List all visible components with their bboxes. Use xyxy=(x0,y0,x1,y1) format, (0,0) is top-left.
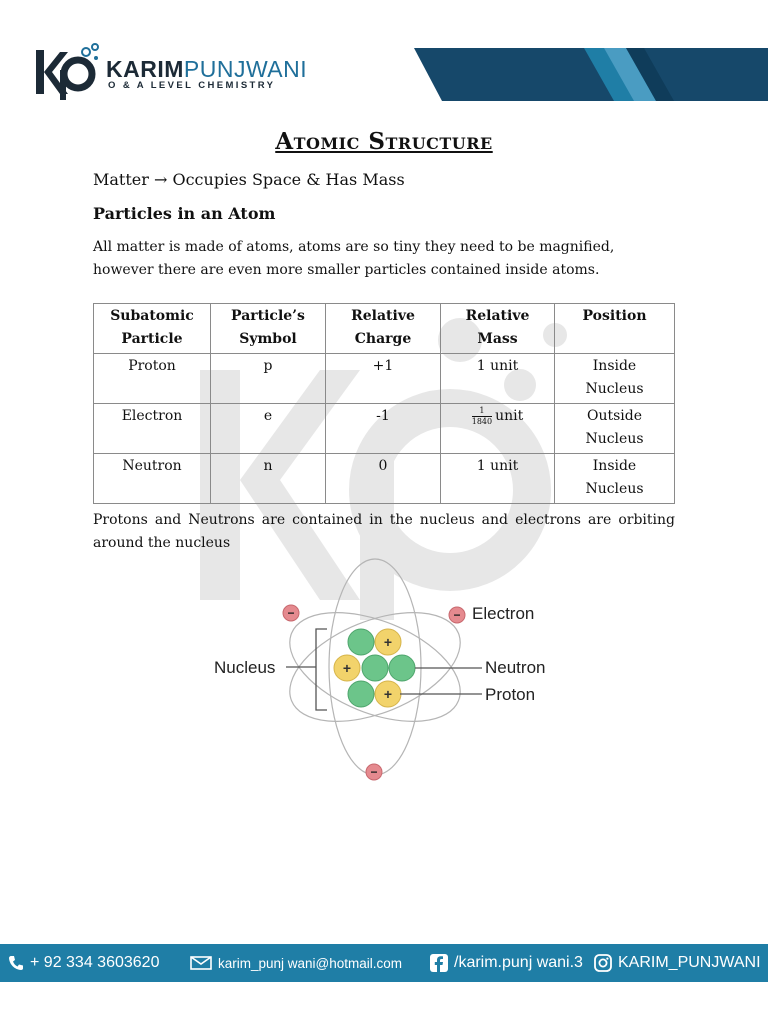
label-nucleus: Nucleus xyxy=(214,658,276,677)
header-line: Subatomic xyxy=(110,308,194,324)
header-position xyxy=(555,304,675,354)
header-subatomic-particle xyxy=(94,304,211,354)
electron-sign: − xyxy=(370,765,378,779)
cell-particle: Electron xyxy=(94,404,211,454)
footer-email[interactable] xyxy=(190,944,402,982)
cell-position xyxy=(555,404,675,454)
neutron-particle xyxy=(389,655,415,681)
page-title: Atomic Structure xyxy=(275,128,493,155)
header-relative-charge xyxy=(326,304,441,354)
particles-table xyxy=(93,303,675,504)
matter-definition: Matter → Occupies Space & Has Mass xyxy=(93,170,405,189)
proton-sign: + xyxy=(342,660,352,676)
label-neutron: Neutron xyxy=(485,658,546,677)
nucleus-paragraph: Protons and Neutrons are contained in the nucleus and electrons are orbiting around the nucleus xyxy=(93,512,675,551)
phone-number: + 92 334 3603620 xyxy=(30,954,160,971)
header-line: Particle xyxy=(121,331,183,347)
mail-icon xyxy=(190,956,212,970)
cell-mass: 1 unit xyxy=(441,454,555,504)
proton-sign: + xyxy=(383,686,393,702)
cell-charge: -1 xyxy=(326,404,441,454)
fraction-numerator: 1 xyxy=(472,406,492,417)
neutron-particle xyxy=(348,629,374,655)
position-line: Outside xyxy=(586,408,643,424)
mass-unit: unit xyxy=(495,408,524,424)
instagram-icon xyxy=(594,954,612,972)
mass-fraction xyxy=(472,406,492,427)
header-line: Relative xyxy=(465,308,530,324)
cell-position xyxy=(555,354,675,404)
header-line: Relative xyxy=(351,308,415,324)
label-electron: Electron xyxy=(472,604,535,623)
footer-bar xyxy=(0,944,768,982)
header-relative-mass xyxy=(441,304,555,354)
electron-sign: − xyxy=(453,608,461,622)
cell-particle: Neutron xyxy=(94,454,211,504)
neutron-particle xyxy=(362,655,388,681)
footer-phone[interactable] xyxy=(8,944,159,982)
cell-symbol: e xyxy=(211,404,326,454)
header-line: Position xyxy=(582,308,647,324)
header-line: Particle’s xyxy=(231,308,305,324)
footer-instagram[interactable] xyxy=(594,944,761,982)
table-row xyxy=(94,454,675,504)
fraction-denominator: 1840 xyxy=(471,416,493,426)
label-proton: Proton xyxy=(485,685,536,704)
header-line: Symbol xyxy=(239,331,297,347)
atom-diagram xyxy=(200,555,570,790)
table-header-row xyxy=(94,304,675,354)
cell-charge: +1 xyxy=(326,354,441,404)
facebook-icon xyxy=(430,954,448,972)
email-address: karim_punj wani@hotmail.com xyxy=(218,955,403,971)
position-line: Nucleus xyxy=(585,431,644,447)
proton-sign: + xyxy=(383,634,393,650)
intro-paragraph: All matter is made of atoms, atoms are so tiny they need to be magnified, however there are even more smaller particles contained inside atoms. xyxy=(93,239,615,278)
cell-mass: 1 unit xyxy=(441,354,555,404)
position-line: Nucleus xyxy=(585,481,644,497)
cell-position xyxy=(555,454,675,504)
brand-tagline: O & A LEVEL CHEMISTRY xyxy=(108,80,276,91)
phone-icon xyxy=(8,955,24,971)
facebook-handle: /karim.punj wani.3 xyxy=(454,954,583,971)
brand-light: PUNJWANI xyxy=(183,56,308,82)
neutron-particle xyxy=(348,681,374,707)
cell-charge: 0 xyxy=(326,454,441,504)
header-line: Charge xyxy=(354,331,412,347)
nucleus xyxy=(334,629,415,707)
cell-mass xyxy=(441,404,555,454)
footer-facebook[interactable] xyxy=(430,944,583,982)
cell-symbol: p xyxy=(211,354,326,404)
brand-bold: KARIM xyxy=(106,56,184,82)
position-line: Inside xyxy=(592,458,637,474)
table-row xyxy=(94,404,675,454)
position-line: Inside xyxy=(592,358,637,374)
electron-sign: − xyxy=(287,606,295,620)
section-heading: Particles in an Atom xyxy=(93,204,276,223)
position-line: Nucleus xyxy=(585,381,644,397)
cell-particle: Proton xyxy=(94,354,211,404)
brand-name xyxy=(106,56,307,83)
header-line: Mass xyxy=(477,331,518,347)
kp-logo-icon xyxy=(34,42,100,102)
instagram-handle: KARIM_PUNJWANI xyxy=(618,954,761,971)
cell-symbol: n xyxy=(211,454,326,504)
header-particle-symbol xyxy=(211,304,326,354)
table-row xyxy=(94,354,675,404)
header-banner xyxy=(414,48,768,101)
